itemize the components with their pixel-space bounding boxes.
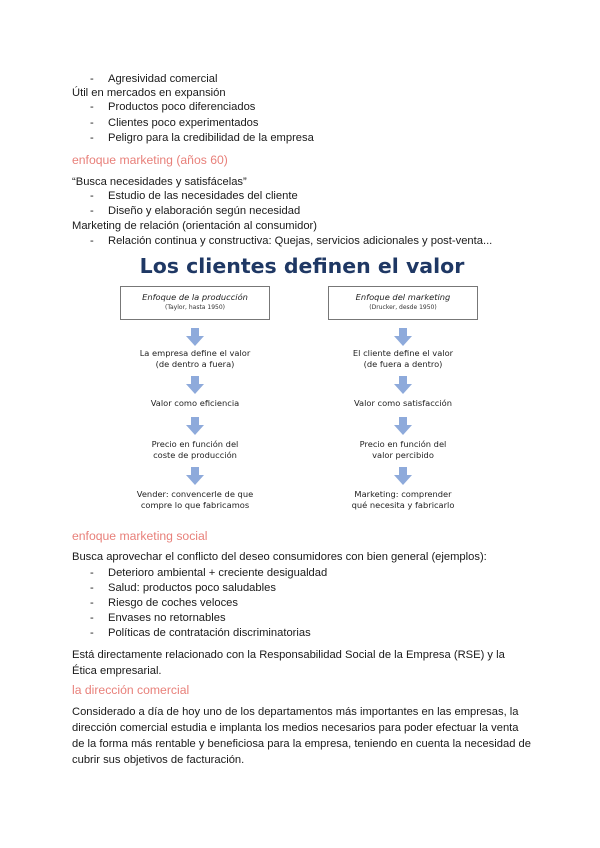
list-item: - Clientes poco experimentados [90,117,259,129]
box-subtitle: (Taylor, hasta 1950) [164,304,225,311]
figure-title: Los clientes definen el valor [139,254,465,278]
list-item: - Envases no retornables [90,612,226,624]
paragraph: Considerado a día de hoy uno de los departamentos más importantes en las empresas, la dirección comercial estudia e implanta los medios necesarios para poder efectuar la venta de la forma más rentable y beneficiosa para la empresa, teniendo en cuenta la necesidad de cubrir sus objetivos de facturación. [72,706,531,766]
list-item: - Riesgo de coches veloces [90,597,238,609]
paragraph: Está directamente relacionado con la Responsabilidad Social de la Empresa (RSE) y la Ética empresarial. [72,649,505,677]
diagram-step: Precio en función del coste de producción [151,439,239,460]
down-arrow-icon [394,467,412,485]
diagram-step: Precio en función del valor percibido [359,439,447,460]
diagram-step: Valor como satisfacción [353,398,453,408]
production-box [120,286,270,320]
down-arrow-icon [186,417,204,435]
section-heading: enfoque marketing social [72,529,208,543]
text-line: Útil en mercados en expansión [72,87,226,99]
down-arrow-icon [186,467,204,485]
down-arrow-icon [394,376,412,394]
list-item: - Políticas de contratación discriminatorias [90,627,311,639]
list-item: - Productos poco diferenciados [90,101,256,113]
box-title: Enfoque del marketing [355,292,451,302]
down-arrow-icon [186,328,204,346]
section-heading: la dirección comercial [72,683,190,697]
diagram-step: Vender: convencerle de que compre lo que fabricamos [136,489,254,510]
list-item: - Peligro para la credibilidad de la empresa [90,132,314,144]
text-line: “Busca necesidades y satisfácelas” [72,176,247,188]
box-subtitle: (Drucker, desde 1950) [369,304,437,311]
marketing-box [328,286,478,320]
diagram-step: Marketing: comprender qué necesita y fabricarlo [351,489,455,510]
down-arrow-icon [394,328,412,346]
diagram-step: El cliente define el valor (de fuera a dentro) [352,348,454,369]
diagram-step: La empresa define el valor (de dentro a fuera) [139,348,251,369]
text-line: Marketing de relación (orientación al consumidor) [72,220,317,232]
list-item: - Agresividad comercial [90,73,218,85]
box-title: Enfoque de la producción [142,292,248,302]
value-diagram [112,250,492,525]
list-item: - Salud: productos poco saludables [90,582,276,594]
diagram-step: Valor como eficiencia [150,398,240,408]
section-heading: enfoque marketing (años 60) [72,153,228,167]
list-item: - Deterioro ambiental + creciente desigualdad [90,567,328,579]
down-arrow-icon [394,417,412,435]
down-arrow-icon [186,376,204,394]
list-item: - Diseño y elaboración según necesidad [90,205,301,217]
list-item: - Relación continua y constructiva: Quejas, servicios adicionales y post-venta... [90,235,493,247]
list-item: - Estudio de las necesidades del cliente [90,190,298,202]
text-line: Busca aprovechar el conflicto del deseo consumidores con bien general (ejemplos): [72,551,487,563]
